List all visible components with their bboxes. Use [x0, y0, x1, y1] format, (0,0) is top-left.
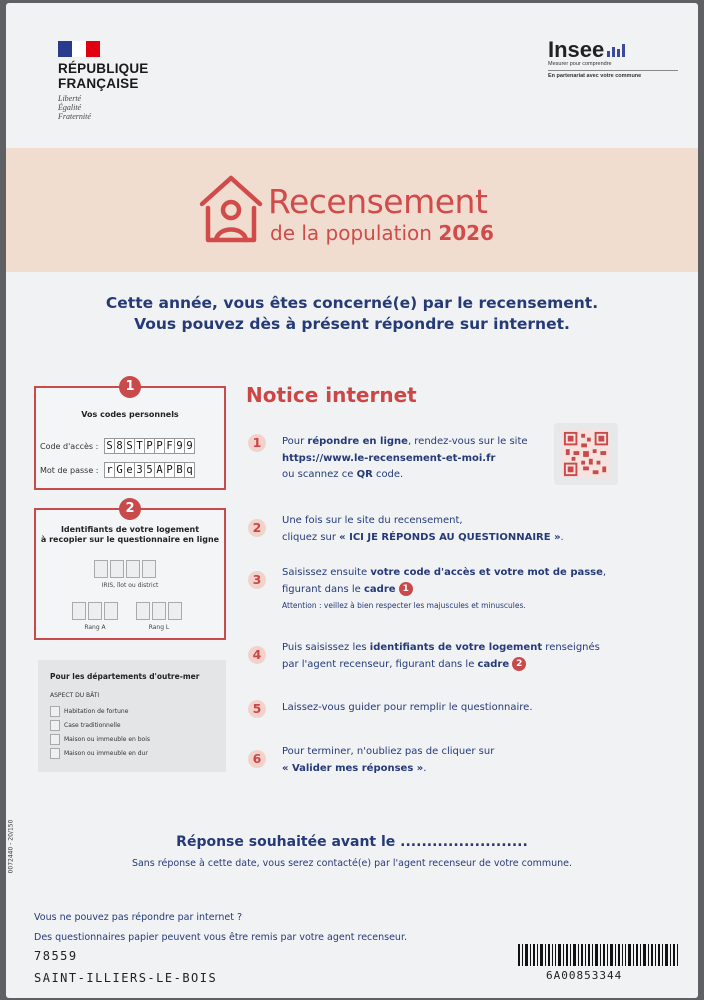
option-label: Habitation de fortune	[64, 708, 129, 715]
census-banner	[6, 148, 698, 272]
french-flag-icon	[58, 41, 100, 57]
password-char: q	[184, 462, 195, 478]
banner-title: Recensement	[268, 182, 488, 221]
personal-codes-title: Vos codes personnels	[81, 410, 179, 419]
side-print-code	[6, 815, 20, 885]
barcode-number: 6A00853344	[546, 969, 623, 982]
housing-identifiers-box	[34, 508, 226, 640]
rang-l-cells	[136, 602, 184, 620]
personal-codes-box	[34, 386, 226, 490]
paper-option-line1: Vous ne pouvez pas répondre par internet ?	[34, 912, 243, 923]
password-char: 5	[144, 462, 155, 478]
insee-logo	[548, 37, 678, 79]
checkbox-icon	[50, 720, 60, 731]
password-char: G	[114, 462, 125, 478]
commune-name: SAINT-ILLIERS-LE-BOIS	[34, 971, 218, 985]
code-char: F	[164, 438, 175, 454]
building-aspect-label: ASPECT DU BÂTI	[50, 692, 100, 699]
password-cells	[104, 462, 194, 478]
rang-l-label: Rang L	[148, 624, 170, 631]
option-label: Maison ou immeuble en bois	[64, 736, 151, 743]
step-text: Laissez-vous guider pour remplir le questionnaire.	[282, 702, 533, 713]
step-number: 6	[248, 750, 266, 768]
overseas-departments-box	[38, 660, 226, 772]
password-char: r	[104, 462, 115, 478]
housing-identifiers-title-line2: à recopier sur le questionnaire en ligne	[40, 535, 220, 544]
rf-name-line2: FRANÇAISE	[58, 76, 139, 91]
access-code-row	[40, 438, 194, 454]
step-text: Une fois sur le site du recensement, cliquez sur « ICI JE RÉPONDS AU QUESTIONNAIRE ».	[282, 515, 564, 543]
intro-line1: Cette année, vous êtes concerné(e) par le recensement.	[105, 294, 599, 312]
checkbox-icon	[50, 748, 60, 759]
code-char: S	[104, 438, 115, 454]
option-maison-bois	[50, 734, 150, 745]
insee-tagline: Mesurer pour comprendre	[548, 61, 612, 67]
password-char: e	[124, 462, 135, 478]
box2-badge: 2	[119, 498, 141, 520]
house-person-icon	[198, 174, 264, 244]
step-number: 1	[248, 434, 266, 452]
insee-wordmark: Insee	[548, 37, 605, 62]
step-number: 2	[248, 519, 266, 537]
qr-code-icon	[562, 430, 610, 478]
code-char: P	[144, 438, 155, 454]
intro-line2: Vous pouvez dès à présent répondre sur internet.	[134, 315, 570, 333]
insee-partner-text: En partenariat avec votre commune	[548, 73, 642, 79]
notice-title: Notice internet	[246, 383, 417, 407]
box1-badge: 1	[119, 376, 141, 398]
overseas-title: Pour les départements d'outre-mer	[50, 672, 200, 681]
checkbox-icon	[50, 706, 60, 717]
paper-option-text	[34, 908, 407, 948]
iris-cells	[94, 560, 158, 578]
intro-text	[6, 293, 698, 335]
barcode-icon	[518, 944, 678, 966]
step-number: 3	[248, 571, 266, 589]
banner-subtitle	[270, 222, 494, 244]
code-char: T	[134, 438, 145, 454]
insee-bars-icon	[607, 44, 625, 57]
code-char: 8	[114, 438, 125, 454]
case-warning-note: Attention : veillez à bien respecter les majuscules et minuscules.	[282, 601, 526, 610]
iris-label: IRIS, îlot ou district	[101, 582, 159, 589]
option-label: Case traditionnelle	[64, 722, 121, 729]
insee-divider	[548, 70, 678, 71]
code-char: S	[124, 438, 135, 454]
checkbox-icon	[50, 734, 60, 745]
step-number: 5	[248, 700, 266, 718]
option-habitation-fortune	[50, 706, 128, 717]
rf-motto-egalite: Égalité	[58, 103, 82, 112]
code-char: P	[154, 438, 165, 454]
step-text: Saisissez ensuite votre code d'accès et votre mot de passe, figurant dans le cadre 1 Attention : veillez à bien respecter les majuscules et minuscules.	[282, 567, 607, 610]
password-char: P	[164, 462, 175, 478]
option-case-traditionnelle	[50, 720, 121, 731]
password-row	[40, 462, 194, 478]
code-char: 9	[184, 438, 195, 454]
rf-motto-fraternite: Fraternité	[58, 112, 91, 121]
step-text: Pour répondre en ligne, rendez-vous sur le site https://www.le-recensement-et-moi.fr ou scannez ce QR code.	[282, 436, 528, 480]
code-char: 9	[174, 438, 185, 454]
response-deadline: Réponse souhaitée avant le ........................	[176, 834, 528, 850]
step-text: Pour terminer, n'oubliez pas de cliquer sur « Valider mes réponses ».	[282, 746, 495, 774]
census-url: https://www.le-recensement-et-moi.fr	[282, 452, 496, 464]
frame-2-ref-icon: 2	[512, 657, 526, 671]
access-code-label: Code d'accès :	[40, 441, 99, 451]
rf-motto-liberte: Liberté	[58, 94, 82, 103]
option-label: Maison ou immeuble en dur	[64, 750, 148, 757]
banner-subtitle-text: de la population	[270, 221, 432, 245]
password-label: Mot de passe :	[40, 465, 99, 475]
housing-identifiers-title	[36, 525, 224, 545]
password-char: 3	[134, 462, 145, 478]
paper-option-line2: Des questionnaires papier peuvent vous être remis par votre agent recenseur.	[34, 932, 408, 943]
qr-code	[554, 423, 618, 485]
option-maison-dur	[50, 748, 148, 759]
password-char: B	[174, 462, 185, 478]
census-notice-sheet	[6, 3, 698, 998]
deadline-note: Sans réponse à cette date, vous serez contacté(e) par l'agent recenseur de votre commune.	[131, 858, 573, 869]
rf-name-line1: RÉPUBLIQUE	[58, 61, 149, 76]
rang-a-label: Rang A	[84, 624, 106, 631]
frame-1-ref-icon: 1	[399, 582, 413, 596]
password-char: A	[154, 462, 165, 478]
rang-a-cells	[72, 602, 120, 620]
housing-identifiers-title-line1: Identifiants de votre logement	[60, 525, 200, 534]
banner-year: 2026	[438, 221, 494, 245]
postal-code: 78559	[34, 949, 78, 963]
side-print-code-text: 0072440 - 20/150	[7, 819, 15, 874]
step-number: 4	[248, 646, 266, 664]
access-code-cells	[104, 438, 194, 454]
step-text: Puis saisissez les identifiants de votre logement renseignés par l'agent recenseur, figurant dans le cadre 2	[282, 642, 600, 670]
republique-francaise-logo	[58, 41, 149, 121]
